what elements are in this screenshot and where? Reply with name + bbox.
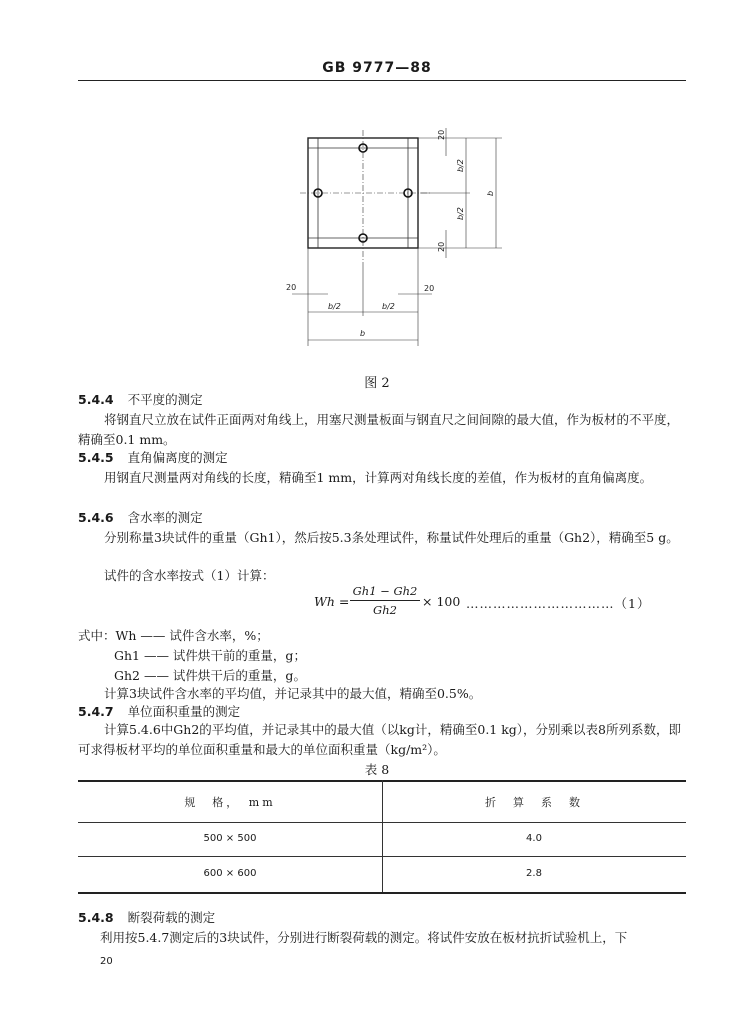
dim-label-b-horizontal: b (360, 329, 366, 338)
section-5-4-5-heading (78, 448, 228, 466)
section-5-4-6-heading (78, 508, 203, 526)
formula-number: ……………………………（1） (466, 596, 651, 611)
table-bottom-rule (78, 892, 686, 894)
section-5-4-5-body: 用钢直尺测量两对角线的长度，精确至1 mm，计算两对角线长度的差值，作为板材的直角偏离度。 (104, 470, 653, 485)
table-header-factor: 折 算 系 数 (485, 796, 583, 809)
dim-label-half-b-left: b/2 (328, 302, 341, 311)
section-number: 5.4.4 (78, 392, 114, 407)
section-5-4-7-heading (78, 702, 240, 720)
figure-caption: 图 2 (364, 376, 390, 391)
where-lead: 式中： (78, 628, 116, 643)
formula-intro: 试件的含水率按式（1）计算： (104, 568, 275, 583)
section-5-4-8-body: 利用按5.4.7测定后的3块试件，分别进行断裂荷载的测定。将试件安放在板材抗折试验机上，下 (100, 930, 628, 945)
moisture-formula (314, 584, 694, 624)
section-5-4-6-summary: 计算3块试件含水率的平均值，并记录其中的最大值，精确至0.5%。 (104, 686, 482, 701)
figure-2-drawing (270, 110, 540, 370)
where-item-1 (78, 626, 269, 644)
table-cell-factor-1: 4.0 (526, 833, 542, 844)
page-number: 20 (100, 956, 113, 967)
section-5-4-4-body: 将钢直尺立放在试件正面两对角线上，用塞尺测量板面与钢直尺之间间隙的最大值，作为板材的不平度，精确至0.1 mm。 (78, 412, 680, 447)
section-5-4-4-heading (78, 390, 203, 408)
formula-denominator: Gh2 (373, 603, 397, 617)
table-row-rule (78, 856, 686, 857)
dim-label-half-b-bottom: b/2 (456, 207, 465, 220)
table-cell-spec-1: 500 × 500 (203, 833, 257, 844)
where-item-3: Gh2 —— 试件烘干后的重量，g。 (114, 668, 306, 683)
table-8-title: 表 8 (364, 762, 390, 777)
dim-label-20-bottom: 20 (437, 241, 446, 252)
standard-code: GB 9777—88 (322, 60, 432, 76)
section-5-4-7-body: 计算5.4.6中Gh2的平均值，并记录其中的最大值（以kg计，精确至0.1 kg），分别乘以表8所列系数，即可求得板材平均的单位面积重量和最大的单位面积重量（kg/m²）。 (78, 722, 682, 757)
section-number: 5.4.7 (78, 704, 114, 719)
section-number: 5.4.6 (78, 510, 114, 525)
dim-label-half-b-top: b/2 (456, 159, 465, 172)
formula-lhs: Wh = (314, 594, 350, 609)
where-item-2: Gh1 —— 试件烘干前的重量，g； (114, 648, 306, 663)
table-header-spec: 规 格， mm (184, 796, 276, 809)
fraction-bar (350, 600, 420, 601)
header-rule (78, 80, 686, 81)
table-header-rule (78, 822, 686, 823)
section-title: 断裂荷载的测定 (127, 910, 216, 925)
dim-label-20-right: 20 (424, 284, 435, 293)
section-title: 直角偏离度的测定 (127, 450, 228, 465)
specimen-diagram (270, 110, 540, 370)
dim-label-half-b-right: b/2 (382, 302, 395, 311)
dim-label-20-left: 20 (286, 283, 297, 292)
section-title: 不平度的测定 (127, 392, 203, 407)
section-title: 含水率的测定 (127, 510, 203, 525)
dim-label-20-top: 20 (437, 129, 446, 140)
formula-times: × 100 (422, 594, 461, 609)
table-cell-spec-2: 600 × 600 (203, 868, 257, 879)
section-number: 5.4.5 (78, 450, 114, 465)
section-number: 5.4.8 (78, 910, 114, 925)
section-title: 单位面积重量的测定 (127, 704, 241, 719)
table-cell-factor-2: 2.8 (526, 868, 542, 879)
dim-label-b-vertical: b (486, 190, 495, 196)
formula-fraction (350, 584, 420, 617)
where-text: Wh —— 试件含水率，%； (115, 628, 269, 643)
section-5-4-6-body: 分别称量3块试件的重量（Gh1），然后按5.3条处理试件，称量试件处理后的重量（Gh2），精确至5 g。 (104, 530, 679, 545)
section-5-4-8-heading (78, 908, 215, 926)
formula-numerator: Gh1 − Gh2 (352, 584, 418, 598)
